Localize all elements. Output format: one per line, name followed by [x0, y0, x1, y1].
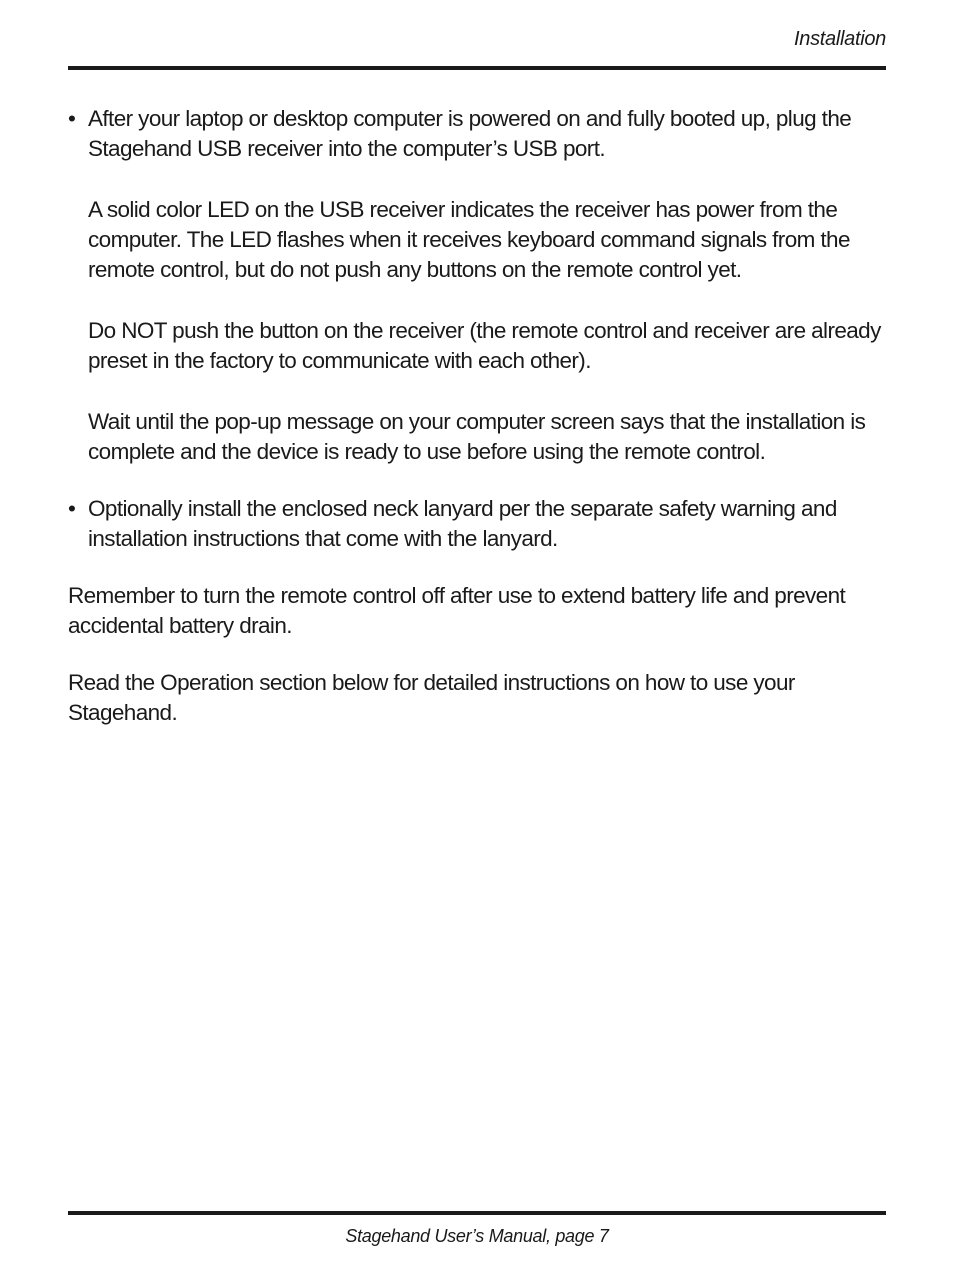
bullet-marker: •: [68, 106, 76, 131]
bullet-paragraph: Optionally install the enclosed neck lanyard per the separate safety warning and installation instructions that come with the lanyard.: [88, 496, 837, 551]
bullet-paragraph: After your laptop or desktop computer is powered on and fully booted up, plug the Stagehand USB receiver into the computer’s USB port.: [88, 106, 852, 161]
page-footer: Stagehand User’s Manual, page 7: [345, 1226, 609, 1246]
section-header: Installation: [793, 28, 886, 50]
body-paragraph: Remember to turn the remote control off after use to extend battery life and prevent accidental battery drain.: [68, 583, 846, 638]
footer-rule: [68, 1211, 886, 1215]
bullet-item-plug-receiver: [68, 104, 888, 467]
bullet-paragraph: A solid color LED on the USB receiver indicates the receiver has power from the computer. The LED flashes when it receives keyboard command signals from the remote control, but do not push any buttons on the remote control yet.: [88, 197, 850, 282]
bullet-paragraph: Do NOT push the button on the receiver (the remote control and receiver are already preset in the factory to communicate with each other).: [88, 318, 881, 373]
bullet-item-lanyard: [68, 494, 888, 554]
header-rule: [68, 66, 886, 70]
bullet-marker: •: [68, 496, 76, 521]
body-paragraph: Read the Operation section below for detailed instructions on how to use your Stagehand.: [68, 670, 795, 725]
page-body: [68, 104, 888, 755]
bullet-paragraph: Wait until the pop-up message on your computer screen says that the installation is complete and the device is ready to use before using the remote control.: [88, 409, 866, 464]
